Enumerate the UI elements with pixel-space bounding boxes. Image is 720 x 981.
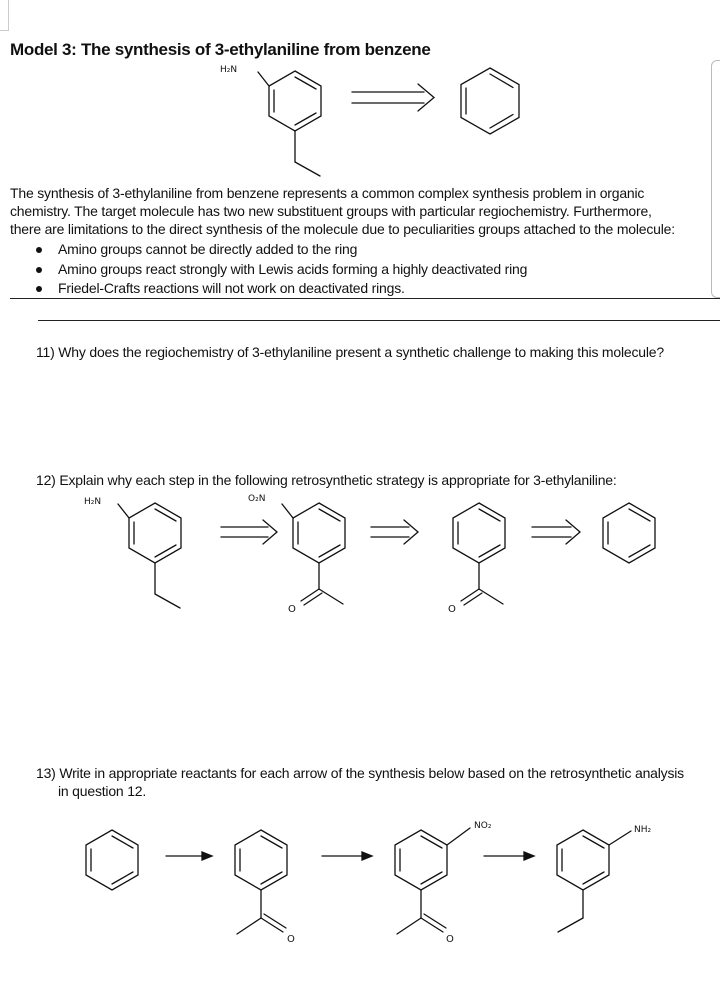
q12-retro-arrow-3 xyxy=(532,520,580,544)
q13-arrow-1 xyxy=(166,852,212,860)
q12-ethylaniline xyxy=(84,497,181,608)
intro-line-1: The synthesis of 3-ethylaniline from benzene represents a common complex synthesis problem in organic xyxy=(10,185,645,201)
amine-label: H₂N xyxy=(220,65,238,75)
list-item: Amino groups react strongly with Lewis acids forming a highly deactivated ring xyxy=(30,260,527,280)
q12-acetophenone xyxy=(448,503,505,615)
q12-amine-label: H₂N xyxy=(84,497,102,507)
q13-nitro-label: NO₂ xyxy=(474,821,492,831)
divider-2 xyxy=(38,320,720,321)
list-item: Amino groups cannot be directly added to the ring xyxy=(30,240,527,260)
question-11: 11) Why does the regiochemistry of 3-ethylaniline present a synthetic challenge to making this molecule? xyxy=(36,344,664,360)
intro-line-2: chemistry. The target molecule has two new substituent groups with particular regiochemistry. Furthermore, xyxy=(10,203,652,219)
q13-oxygen-label-1: O xyxy=(287,934,295,945)
q12-oxygen-label-1: O xyxy=(288,604,296,615)
question-13-line-1: 13) Write in appropriate reactants for each arrow of the synthesis below based on the retrosynthetic analysis xyxy=(36,765,684,781)
q13-arrow-3 xyxy=(484,852,534,860)
q12-retro-arrow-2 xyxy=(371,520,418,544)
question-12: 12) Explain why each step in the following retrosynthetic strategy is appropriate for 3-ethylaniline: xyxy=(36,472,617,488)
ethylaniline-structure xyxy=(220,65,321,176)
q12-oxygen-label-2: O xyxy=(448,604,456,615)
q12-nitroacetophenone xyxy=(248,494,345,615)
divider-1 xyxy=(10,298,720,299)
page-title: Model 3: The synthesis of 3-ethylaniline from benzene xyxy=(10,40,431,59)
q13-acetophenone xyxy=(235,830,295,945)
q13-nitroacetophenone xyxy=(395,821,492,945)
q13-ethylaniline xyxy=(557,825,652,932)
q13-arrow-2 xyxy=(322,852,372,860)
limitations-list xyxy=(30,240,527,299)
list-item: Friedel-Crafts reactions will not work on deactivated rings. xyxy=(30,279,527,299)
question-13-line-2: in question 12. xyxy=(58,783,147,799)
q13-oxygen-label-2: O xyxy=(446,934,454,945)
benzene-structure xyxy=(461,68,519,134)
q12-retro-arrow-1 xyxy=(221,520,277,544)
intro-line-3: there are limitations to the direct synthesis of the molecule due to peculiarities groups attached to the molecule: xyxy=(10,221,675,237)
q13-benzene xyxy=(86,830,138,890)
q12-benzene xyxy=(603,503,655,563)
q12-nitro-label: O₂N xyxy=(248,494,266,504)
retro-arrow-1 xyxy=(352,84,434,111)
intro-paragraph xyxy=(10,184,715,238)
q13-amine-label: NH₂ xyxy=(634,825,652,835)
